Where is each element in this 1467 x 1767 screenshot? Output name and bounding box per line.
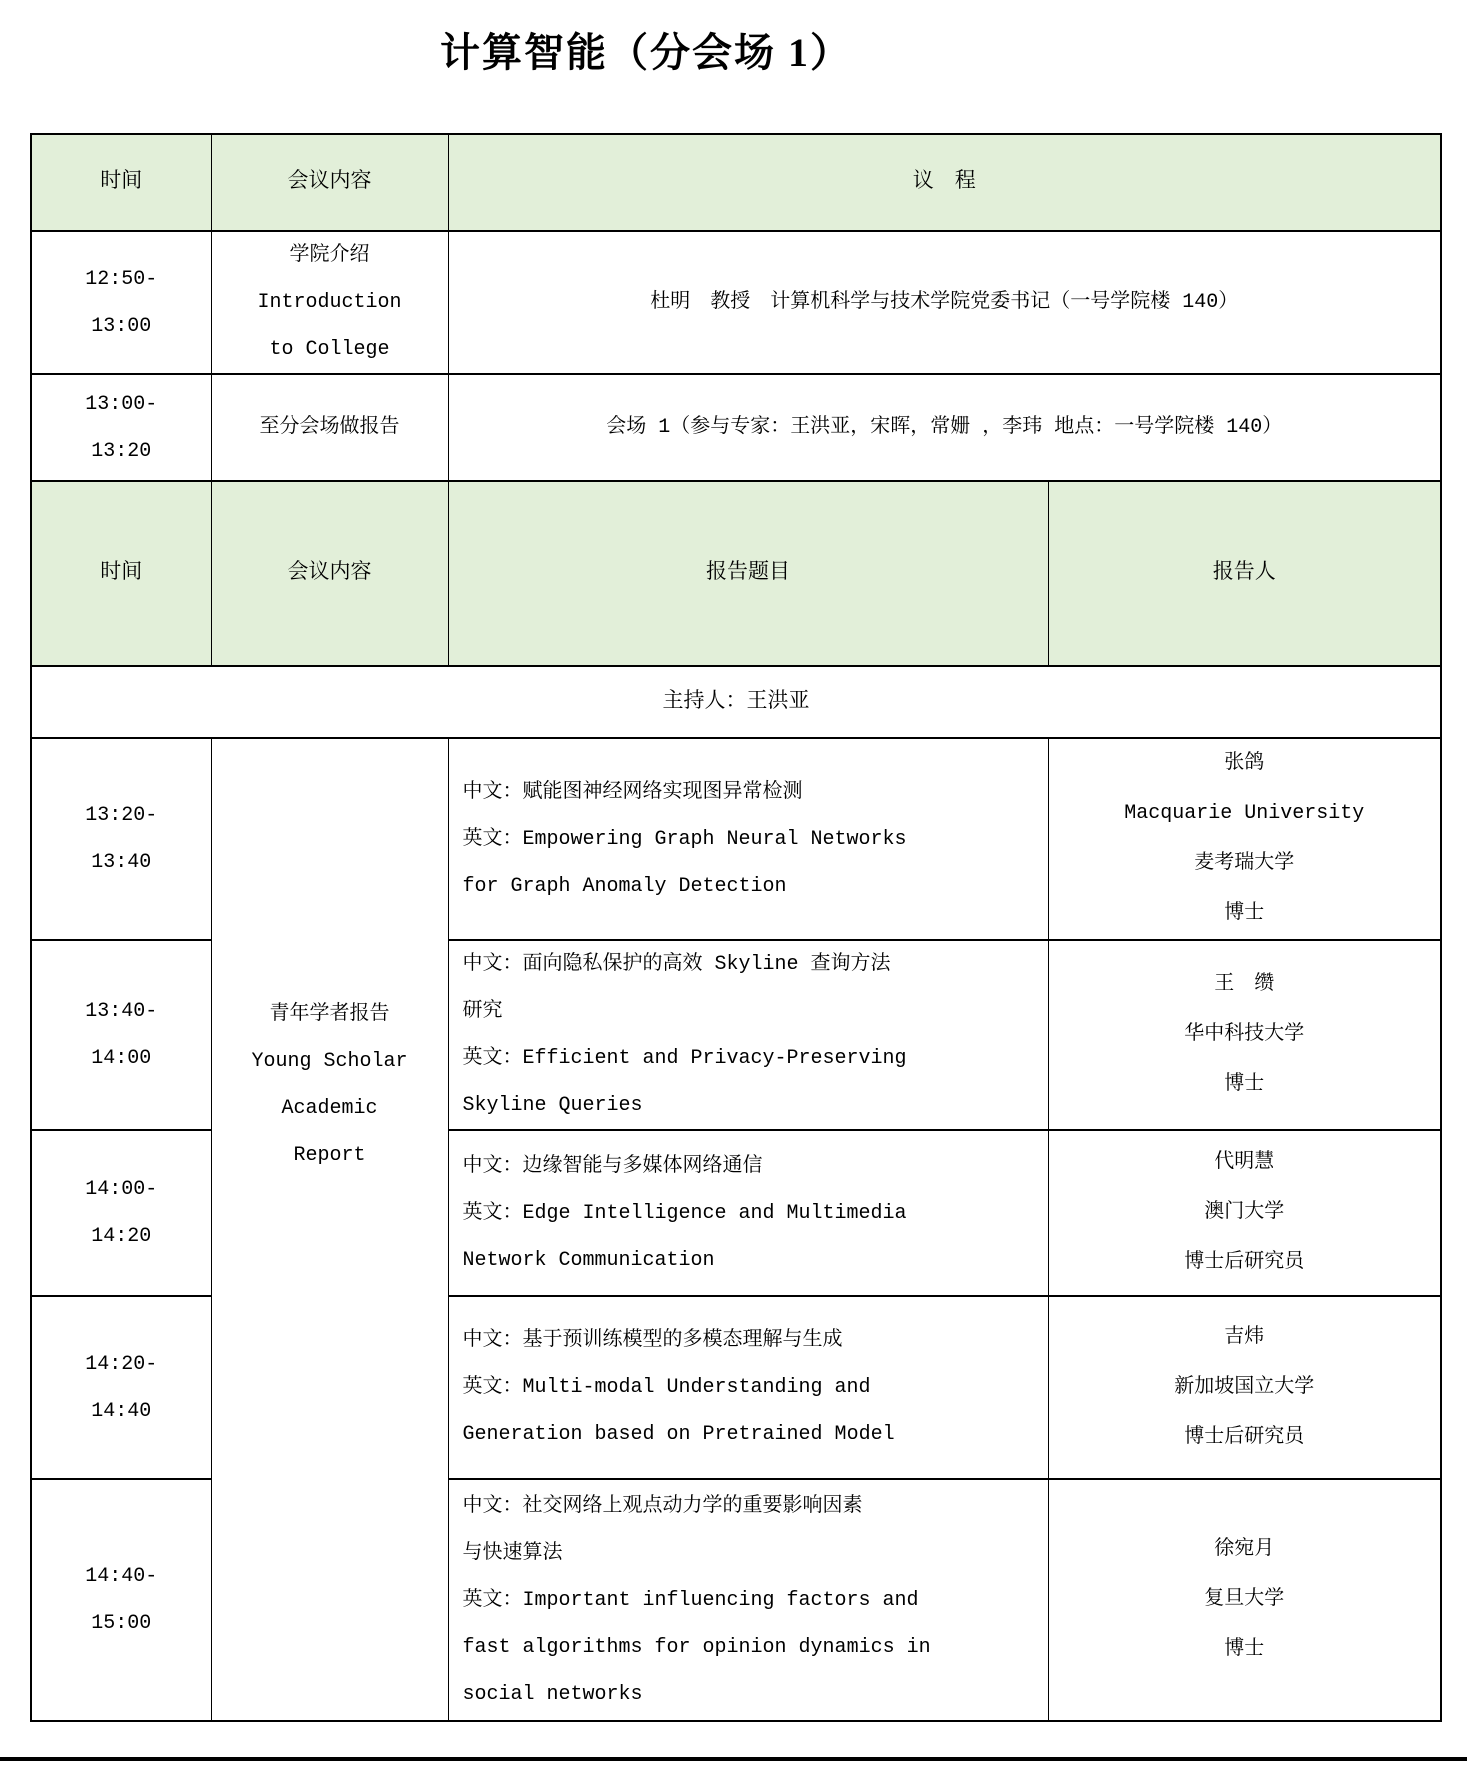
next-table-top-border xyxy=(0,1757,1467,1761)
table-row xyxy=(31,231,1441,374)
agenda-cell: 会场 1（参与专家：王洪亚，宋晖，常姗 ，李玮 地点：一号学院楼 140） xyxy=(448,374,1441,481)
agenda-cell: 杜明 教授 计算机科学与技术学院党委书记（一号学院楼 140） xyxy=(448,231,1441,374)
header-agenda: 议 程 xyxy=(448,134,1441,231)
report-title-cell: 中文：基于预训练模型的多模态理解与生成 英文：Multi-modal Understanding and Generation based on Pretrained Model xyxy=(448,1296,1048,1479)
page-title: 计算智能（分会场 1） xyxy=(440,30,852,75)
content-cell: 至分会场做报告 xyxy=(211,374,448,481)
report-title-cell: 中文：赋能图神经网络实现图异常检测 英文：Empowering Graph Neural Networks for Graph Anomaly Detection xyxy=(448,738,1048,940)
time-cell: 13:00- 13:20 xyxy=(31,374,211,481)
report-title-cell: 中文：边缘智能与多媒体网络通信 英文：Edge Intelligence and Multimedia Network Communication xyxy=(448,1130,1048,1296)
speaker-cell: 徐宛月 复旦大学 博士 xyxy=(1048,1479,1441,1721)
speaker-cell: 张鸽 Macquarie University 麦考瑞大学 博士 xyxy=(1048,738,1441,940)
speaker-cell: 吉炜 新加坡国立大学 博士后研究员 xyxy=(1048,1296,1441,1479)
moderator-cell: 主持人：王洪亚 xyxy=(31,666,1441,738)
time-cell: 14:00- 14:20 xyxy=(31,1130,211,1296)
time-cell: 13:40- 14:00 xyxy=(31,940,211,1130)
header-speaker: 报告人 xyxy=(1048,481,1441,666)
time-cell: 13:20- 13:40 xyxy=(31,738,211,940)
header-report-title: 报告题目 xyxy=(448,481,1048,666)
header-time: 时间 xyxy=(31,481,211,666)
time-cell: 12:50- 13:00 xyxy=(31,231,211,374)
time-cell: 14:20- 14:40 xyxy=(31,1296,211,1479)
time-cell: 14:40- 15:00 xyxy=(31,1479,211,1721)
moderator-row xyxy=(31,666,1441,738)
header-content: 会议内容 xyxy=(211,134,448,231)
speaker-cell: 王 缵 华中科技大学 博士 xyxy=(1048,940,1441,1130)
table-row xyxy=(31,374,1441,481)
header-time: 时间 xyxy=(31,134,211,231)
table-header-row-2 xyxy=(31,481,1441,666)
header-content: 会议内容 xyxy=(211,481,448,666)
report-title-cell: 中文：社交网络上观点动力学的重要影响因素 与快速算法 英文：Important influencing factors and fast algorithms for opinion dynamics in social networks xyxy=(448,1479,1048,1721)
schedule-table xyxy=(30,133,1442,1722)
content-cell: 学院介绍 Introduction to College xyxy=(211,231,448,374)
session-label-cell: 青年学者报告 Young Scholar Academic Report xyxy=(211,738,448,1721)
table-row xyxy=(31,738,1441,940)
table-header-row-1 xyxy=(31,134,1441,231)
report-title-cell: 中文：面向隐私保护的高效 Skyline 查询方法 研究 英文：Efficient and Privacy-Preserving Skyline Queries xyxy=(448,940,1048,1130)
speaker-cell: 代明慧 澳门大学 博士后研究员 xyxy=(1048,1130,1441,1296)
